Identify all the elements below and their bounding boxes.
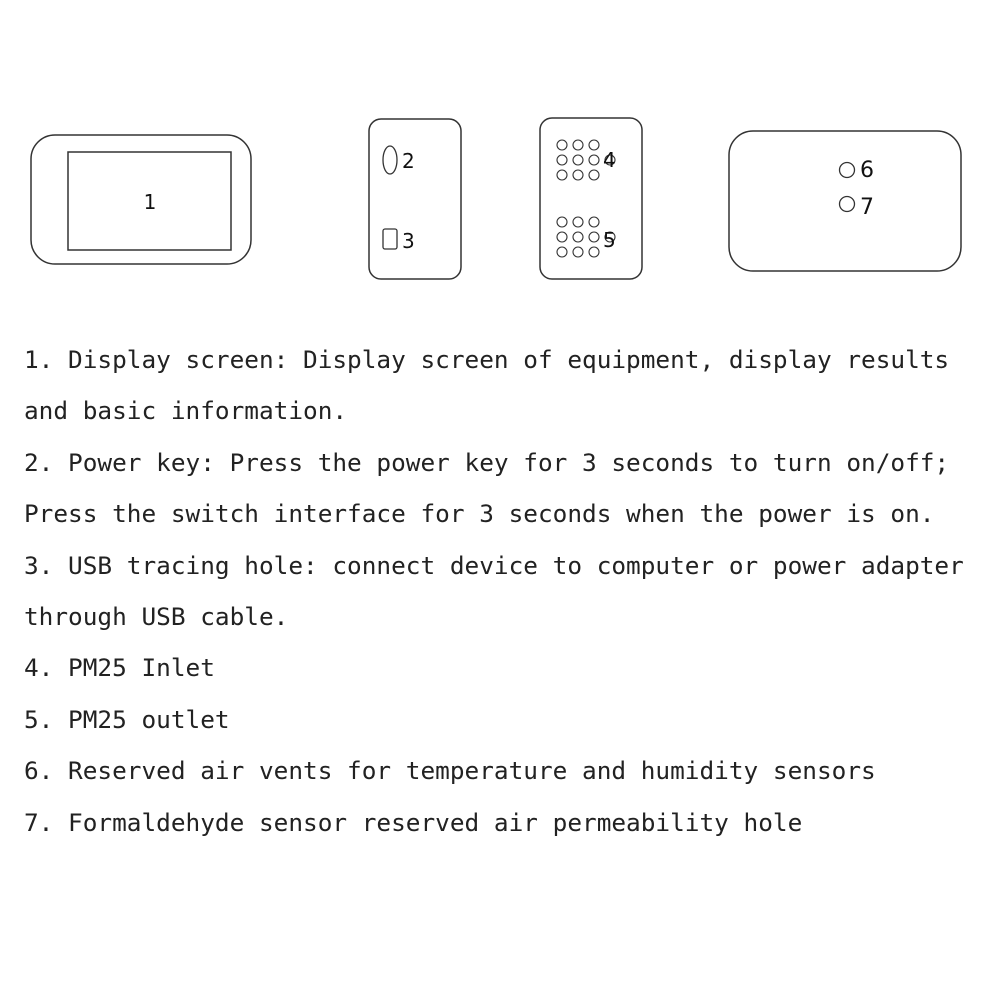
temperature-humidity-vent xyxy=(840,163,855,178)
vent-hole xyxy=(589,247,599,257)
legend-line: 6. Reserved air vents for temperature and humidity sensors xyxy=(24,756,876,786)
legend-line: and basic information. xyxy=(24,396,348,426)
device-back-outline xyxy=(729,131,961,271)
vent-hole xyxy=(589,170,599,180)
device-front-outline xyxy=(31,135,251,264)
vent-hole xyxy=(589,140,599,150)
vent-hole xyxy=(573,140,583,150)
device-side-outline-vents xyxy=(540,118,642,279)
vent-hole xyxy=(557,140,567,150)
legend-line: 5. PM25 outlet xyxy=(24,704,230,734)
legend-line: 2. Power key: Press the power key for 3 seconds to turn on/off; xyxy=(24,447,950,477)
vent-hole xyxy=(557,170,567,180)
vent-hole xyxy=(573,217,583,227)
callout-7: 7 xyxy=(860,195,874,220)
callout-3: 3 xyxy=(402,229,415,253)
panel-side-view-right xyxy=(540,118,642,279)
vent-hole xyxy=(573,247,583,257)
power-key xyxy=(383,146,397,174)
callout-2: 2 xyxy=(402,149,415,173)
legend-list xyxy=(24,334,984,848)
callout-1: 1 xyxy=(143,190,157,214)
callout-4: 4 xyxy=(603,148,616,172)
legend-line: through USB cable. xyxy=(24,602,289,632)
vent-hole xyxy=(557,155,567,165)
vent-hole xyxy=(557,217,567,227)
legend-line: 7. Formaldehyde sensor reserved air permeability hole xyxy=(24,807,803,837)
legend-line: 3. USB tracing hole: connect device to computer or power adapter xyxy=(24,550,964,580)
vent-hole xyxy=(589,155,599,165)
device-diagram-svg xyxy=(0,0,1000,300)
panel-back-view xyxy=(729,131,961,271)
legend-line: 4. PM25 Inlet xyxy=(24,653,215,683)
usb-hole xyxy=(383,229,397,249)
vent-hole xyxy=(589,232,599,242)
vent-hole xyxy=(573,232,583,242)
vent-hole xyxy=(557,247,567,257)
vent-hole xyxy=(573,170,583,180)
vent-hole xyxy=(589,217,599,227)
legend-line: Press the switch interface for 3 seconds when the power is on. xyxy=(24,499,935,529)
vent-hole xyxy=(557,232,567,242)
formaldehyde-sensor-hole xyxy=(840,197,855,212)
callout-6: 6 xyxy=(860,158,874,183)
device-side-outline xyxy=(369,119,461,279)
vent-hole xyxy=(573,155,583,165)
panel-side-view-left xyxy=(369,119,461,279)
panel-front-view xyxy=(31,135,251,264)
device-diagram xyxy=(0,0,1000,300)
legend-line: 1. Display screen: Display screen of equipment, display results xyxy=(24,345,950,374)
callout-5: 5 xyxy=(603,228,616,252)
